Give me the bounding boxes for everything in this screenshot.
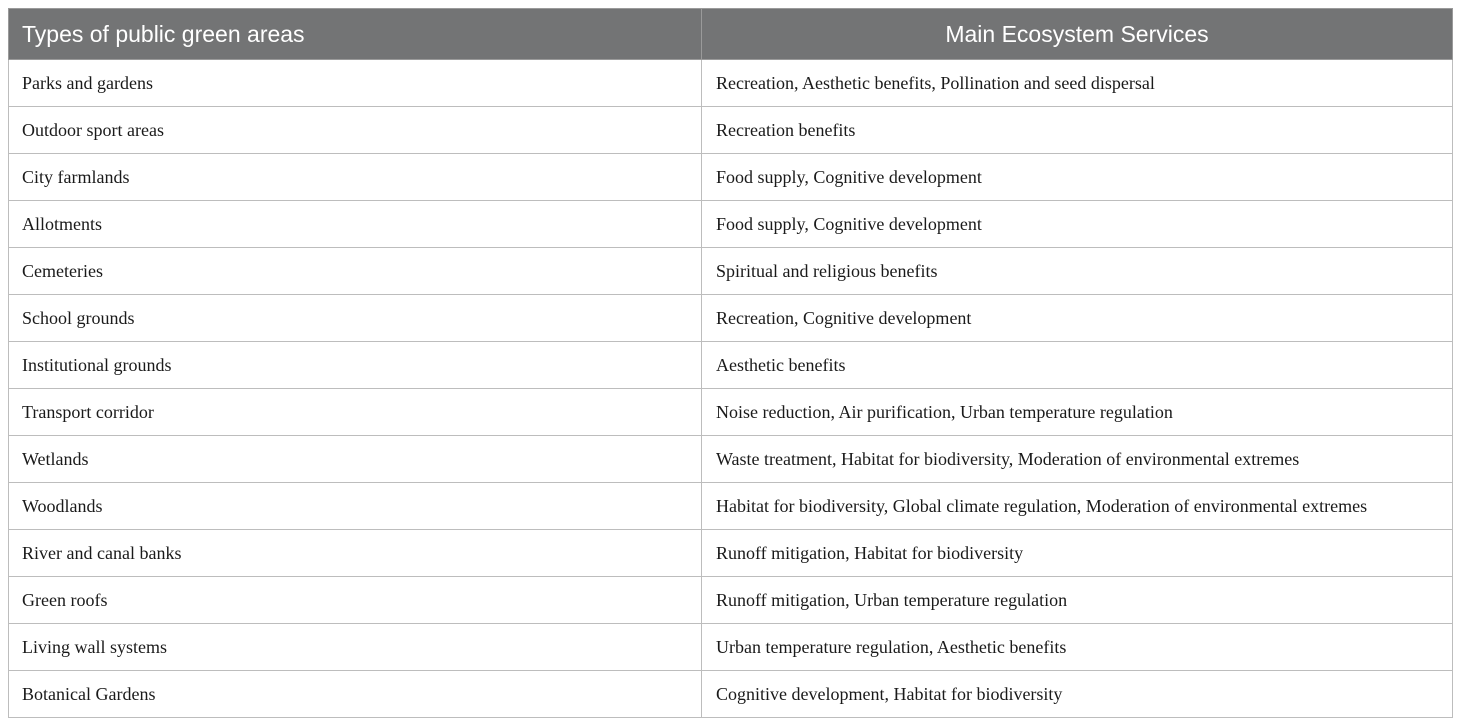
ecosystem-services-cell: Noise reduction, Air purification, Urban temperature regulation — [702, 389, 1453, 436]
table-row — [9, 389, 1453, 436]
green-area-type-cell: Allotments — [9, 201, 702, 248]
table-row — [9, 295, 1453, 342]
green-areas-table-container — [8, 8, 1452, 718]
green-area-type-cell: River and canal banks — [9, 530, 702, 577]
header-row — [9, 9, 1453, 60]
green-area-type-cell: School grounds — [9, 295, 702, 342]
green-area-type-cell: Woodlands — [9, 483, 702, 530]
table-row — [9, 107, 1453, 154]
table-row — [9, 530, 1453, 577]
green-area-type-cell: Botanical Gardens — [9, 671, 702, 718]
table-row — [9, 60, 1453, 107]
ecosystem-services-cell: Cognitive development, Habitat for biodiversity — [702, 671, 1453, 718]
green-area-type-cell: Institutional grounds — [9, 342, 702, 389]
ecosystem-services-cell: Recreation, Cognitive development — [702, 295, 1453, 342]
header-types-of-green-areas: Types of public green areas — [9, 9, 702, 60]
green-area-type-cell: City farmlands — [9, 154, 702, 201]
ecosystem-services-cell: Food supply, Cognitive development — [702, 154, 1453, 201]
table-row — [9, 436, 1453, 483]
green-areas-table — [8, 8, 1453, 718]
table-row — [9, 342, 1453, 389]
table-row — [9, 248, 1453, 295]
ecosystem-services-cell: Runoff mitigation, Habitat for biodiversity — [702, 530, 1453, 577]
table-row — [9, 201, 1453, 248]
table-body — [9, 60, 1453, 718]
table-header — [9, 9, 1453, 60]
green-area-type-cell: Outdoor sport areas — [9, 107, 702, 154]
ecosystem-services-cell: Food supply, Cognitive development — [702, 201, 1453, 248]
table-row — [9, 154, 1453, 201]
green-area-type-cell: Parks and gardens — [9, 60, 702, 107]
table-row — [9, 671, 1453, 718]
ecosystem-services-cell: Aesthetic benefits — [702, 342, 1453, 389]
green-area-type-cell: Wetlands — [9, 436, 702, 483]
ecosystem-services-cell: Spiritual and religious benefits — [702, 248, 1453, 295]
green-area-type-cell: Green roofs — [9, 577, 702, 624]
ecosystem-services-cell: Urban temperature regulation, Aesthetic benefits — [702, 624, 1453, 671]
green-area-type-cell: Cemeteries — [9, 248, 702, 295]
ecosystem-services-cell: Recreation, Aesthetic benefits, Pollination and seed dispersal — [702, 60, 1453, 107]
table-row — [9, 624, 1453, 671]
ecosystem-services-cell: Habitat for biodiversity, Global climate regulation, Moderation of environmental extremes — [702, 483, 1453, 530]
ecosystem-services-cell: Runoff mitigation, Urban temperature regulation — [702, 577, 1453, 624]
green-area-type-cell: Living wall systems — [9, 624, 702, 671]
ecosystem-services-cell: Waste treatment, Habitat for biodiversity, Moderation of environmental extremes — [702, 436, 1453, 483]
green-area-type-cell: Transport corridor — [9, 389, 702, 436]
header-main-ecosystem-services: Main Ecosystem Services — [702, 9, 1453, 60]
table-row — [9, 577, 1453, 624]
ecosystem-services-cell: Recreation benefits — [702, 107, 1453, 154]
table-row — [9, 483, 1453, 530]
